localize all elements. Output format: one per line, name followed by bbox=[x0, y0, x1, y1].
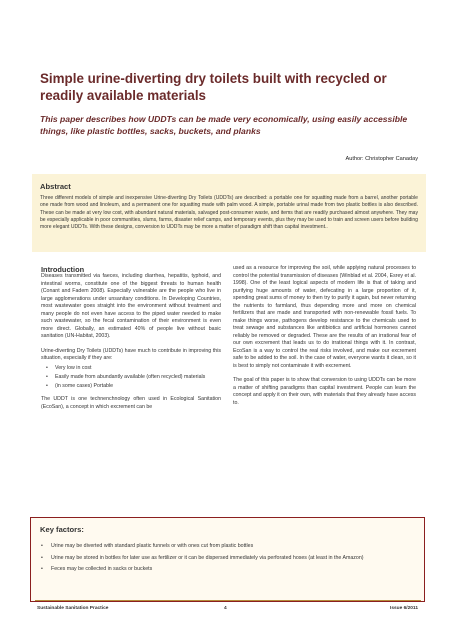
intro-paragraph-3: The UDDT is one technenchnology often used in Ecological Sanitation (EcoSan), a concept in which excrement can be bbox=[41, 396, 221, 410]
key-factors-list bbox=[41, 543, 413, 578]
key-factors-box bbox=[30, 517, 425, 602]
intro-paragraph-4: used as a resource for improving the soil, while applying natural processes to control the potential transmission of diseases (Winblad et al. 2004, Esrey et al. 1998). One of the least logical aspects of modern life is that of taking and purifying huge amounts of water, defecating in a large proportion of it, spending great sums of money to then try to purify it again, but never returning the nutrients to farmland, thus depending more and more on chemical fertilizers that are made and transported with non-renewable fossil fuels. To make things worse, pathogens develop resistance to the chemicals used to treat sewage and substances like antibiotics and artificial hormones cannot reliably be removed or degraded. These are the results of an irrational fear of our own excrement that leads us to do irrational things with it. In contrast, EcoSan is a way to control the real risks involved, and make our excrement safe to be added to the soil. In the case of water, everyone wants it clean, so it is best to simply not contaminate it with excrement. bbox=[233, 265, 416, 369]
list-item: • (in some cases) Portable bbox=[55, 383, 221, 391]
intro-paragraph-5: The goal of this paper is to show that conversion to using UDDTs can be more a matter of shifting paradigms than capital investment. People can learn the concept and apply it on their own, with materials that they already have access to. bbox=[233, 377, 416, 406]
list-item: • Very low in cost bbox=[55, 365, 221, 373]
abstract-text: Three different models of simple and inexpensive Urine-diverting Dry Toilets (UDDTs) are described: a portable one for squatting made from a barrel, another portable one made from wood and linoleum, and a permanent one for squatting made with palm wood. A simple, portable urinal made from two plastic bottles is also described. These can be made at very low cost, with abundant natural materials, salvaged post-consumer waste, and items that are readily purchased almost anywhere. They may be especially applicable in poor communities, slums, farms, disaster relief camps, and temporary events, plus they may be used to train and screen users before building more elegant UDDTs. With these designs, conversion to UDDTs may be more a matter of paradigm shift than capital investment.. bbox=[40, 195, 418, 231]
paper-subtitle: This paper describes how UDDTs can be made very economically, using easily accessible things, like plastic bottles, sacks, buckets, and planks bbox=[40, 114, 408, 136]
list-item: • Urine may be stored in bottles for later use as fertilizer or it can be dispersed immediately via perforated hoses (at least in the Amazon) bbox=[41, 555, 413, 563]
key-factors-heading: Key factors: bbox=[40, 525, 84, 534]
left-column bbox=[41, 273, 221, 418]
introduction-heading: Introduction bbox=[41, 265, 85, 274]
footer-issue: Issue 6/2011 bbox=[389, 606, 418, 611]
list-item: • Easily made from abundantly available (often recycled) materials bbox=[55, 374, 221, 382]
intro-bullet-list bbox=[41, 365, 221, 391]
author-line: Author: Christopher Canaday bbox=[345, 156, 418, 162]
top-band bbox=[0, 0, 455, 58]
right-column bbox=[233, 265, 416, 414]
list-item: • Feces may be collected in sacks or buckets bbox=[41, 566, 413, 574]
abstract-heading: Abstract bbox=[40, 182, 71, 191]
intro-paragraph-1: Diseases transmitted via faeces, including diarrhea, hepatitis, typhoid, and intestinal worms, constitute one of the biggest threats to human health (Conant and Fadem 2008). Especially vulnerable are the people who live in large agglomerations under unsanitary conditions. In Developing Countries, most wastewater goes straight into the environment without treatment and many people do not even have access to the piped water needed to make such wastewater, so the fecal contamination of their environment is even more direct. Globally, an estimated 40% of people live without basic sanitation (UN-Habitat, 2003). bbox=[41, 273, 221, 339]
abstract-box bbox=[32, 174, 426, 252]
list-item: • Urine may be diverted with standard plastic funnels or with ones cut from plastic bottles bbox=[41, 543, 413, 551]
footer-divider bbox=[35, 600, 421, 601]
footer-publication: Sustainable Sanitation Practice bbox=[37, 606, 109, 611]
footer-page-number: 4 bbox=[224, 606, 227, 611]
paper-title: Simple urine-diverting dry toilets built with recycled or readily available materials bbox=[40, 71, 387, 103]
intro-paragraph-2: Urine-diverting Dry Toilets (UDDTs) have much to contribute in improving this situation, especially if they are: bbox=[41, 347, 221, 361]
